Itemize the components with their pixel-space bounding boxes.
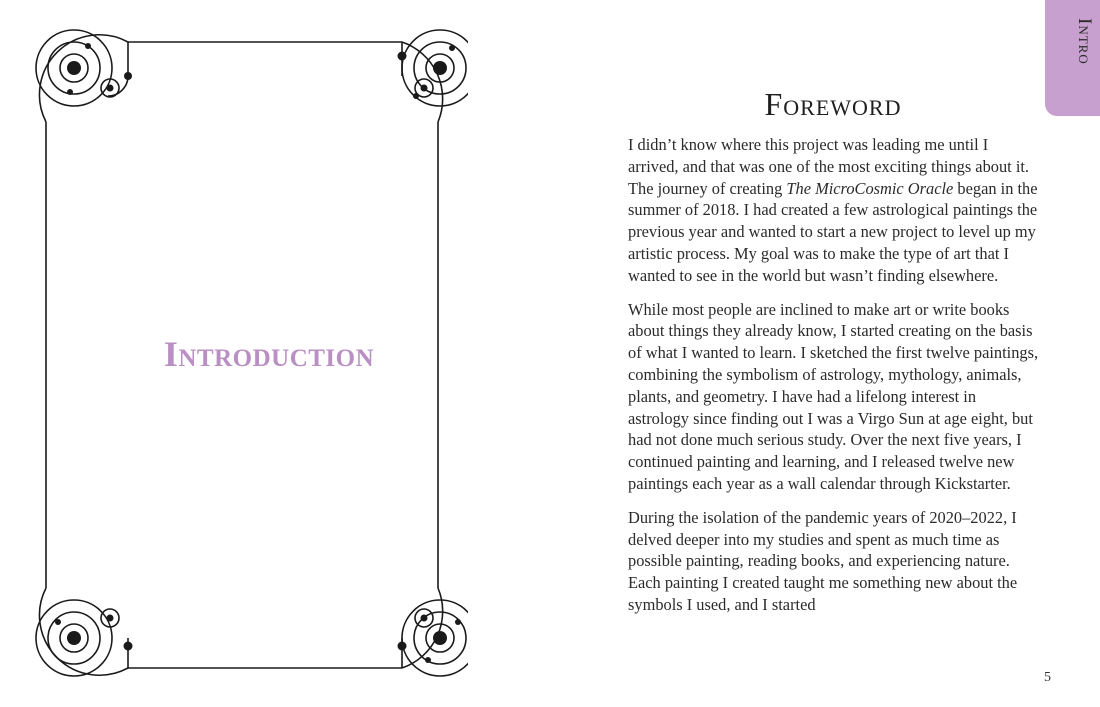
- paragraph-1-end: began in the summer of 2018. I had created a few astrological paintings the previous year and wanted to start a new project to level up my artistic process. My goal was to make the type of art that I wanted to see in the world but wasn’t finding elsewhere.: [628, 178, 1038, 285]
- foreword-body: [628, 134, 1040, 628]
- book-title: The MicroCosmic Oracle: [786, 178, 954, 198]
- paragraph-1-start: I didn’t know where this project was leading me until I arrived, and that was one of the most exciting things about it. The journey of creating: [628, 135, 1030, 198]
- page-number: 5: [1044, 670, 1051, 685]
- paragraph-2: While most people are inclined to make art or write books about things they already know, I started creating on the basis of what I wanted to learn. I sketched the first twelve paintings, combining the symbolism of astrology, mythology, animals, plants, and geometry. I have had a lifelong interest in astrology since finding out I was a Virgo Sun at age eight, but had not done much serious study. Over the next five years, I continued painting and learning, and I released twelve new paintings each year as a wall calendar through Kickstarter.: [628, 299, 1039, 493]
- introduction-title: Introduction: [163, 334, 375, 374]
- paragraph-1: [628, 134, 1040, 287]
- foreword-title: Foreword: [764, 86, 902, 122]
- section-tab-label: Intro: [1074, 18, 1095, 65]
- section-tab[interactable]: [1045, 0, 1100, 116]
- paragraph-3: During the isolation of the pandemic years of 2020–2022, I delved deeper into my studies and spent as much time as possible painting, reading books, and experiencing nature. Each painting I created taught me something new about the symbols I used, and I started: [628, 507, 1018, 614]
